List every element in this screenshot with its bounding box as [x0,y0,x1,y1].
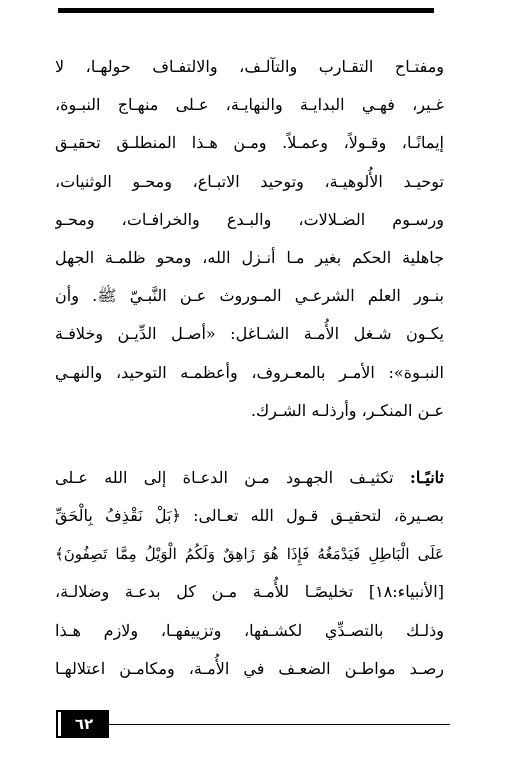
text-line: إيمانًـا، وقـولاً، وعمـلاً. ومـن هـذا المنطلـق تحقيـق [55,133,444,153]
text-line: بنـور العلم الشرعـي المـوروث عـن النَّبـيّ ﷺ. وأن [55,286,444,306]
footer-rule [106,724,450,725]
quran-verse-line: عَلَى الْبَاطِلِ فَيَدْمَغُهُ فَإِذَا هُوَ زَاهِقٌ وَلَكُمُ الْوَيْلُ مِمَّا تَصِفُونَ﴾ [55,545,444,564]
text-line: ومفتـاح التقـارب والتآلـف، والالتفـاف حولهـا، لا [55,57,444,76]
section-lead: ثانيًـا: [409,467,444,487]
text-line: [الأنبياء:١٨] تخليصًـا للأُمـة مـن كل بدعـة وضلالـة، [55,582,444,602]
text-line [55,459,444,497]
page-body [55,48,444,688]
text-line: وذلـك بالتصـدِّي لكشـفها، وتزييفهـا، ولازم هـذا [55,620,444,640]
text-line: يكـون شـغل الأُمـة الشـاغل: «أصـل الدِّيـن وخلافـة [55,324,444,344]
text-line: رصـد مواطـن الضعـف في الأُمـة، ومكامـن اعتلالهـا [55,658,444,678]
text-line: ورسـوم الضـلالات، والبـدع والخرافـات، ومحـو [55,209,444,229]
header-rule [58,8,434,13]
text-line: النبـوة»: الأمـر بالمعـروف، وأعظمـه التوحيد، والنهـي [55,362,444,382]
paragraph-gap [55,430,444,459]
text-line: بصـيرة، لتحقيـق قـول الله تعـالى: ﴿بَلْ نَقْذِفُ بِالْحَقِّ [55,506,444,526]
text-span: تكثيـف الجهـود مـن الدعـاة إلى الله عـلى [55,467,410,487]
text-line: عـن المنكـر، وأرذلـه الشـرك. [250,400,444,420]
page-number: ٦٢ [58,712,107,736]
text-line: توحيـد الأُلوهيـة، وتوحيد الاتبـاع، ومحـو الوثنيات، [55,171,444,191]
text-line: جاهلية الحكم بغير مـا أنـزل الله، ومحو ظلمـة الجهل [55,247,444,267]
text-line: غـير، فهـي البدايـة والنهايـة، عـلى منهـاج النبـوة، [55,95,444,115]
